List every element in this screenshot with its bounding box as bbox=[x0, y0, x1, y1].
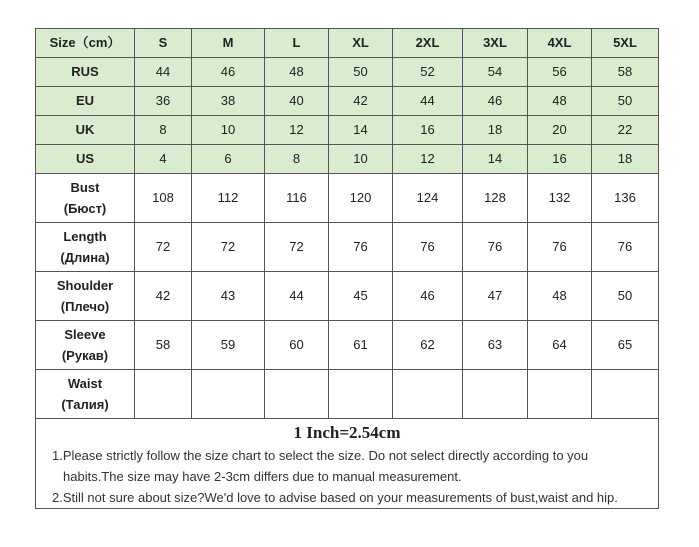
row-label-russian: (Бюст) bbox=[63, 201, 107, 216]
row-label-russian: (Талия) bbox=[61, 397, 109, 412]
table-cell: 10 bbox=[329, 145, 393, 174]
table-cell bbox=[329, 370, 393, 419]
table-cell: 76 bbox=[592, 223, 659, 272]
table-cell: 48 bbox=[265, 58, 329, 87]
table-cell: 128 bbox=[463, 174, 528, 223]
table-cell: 46 bbox=[463, 87, 528, 116]
table-cell: 50 bbox=[592, 272, 659, 321]
row-label bbox=[36, 370, 135, 419]
table-cell: 76 bbox=[329, 223, 393, 272]
table-cell: 12 bbox=[265, 116, 329, 145]
table-row bbox=[36, 145, 659, 174]
table-cell: 63 bbox=[463, 321, 528, 370]
size-header-label: Size（cm） bbox=[36, 29, 135, 58]
table-cell: 124 bbox=[393, 174, 463, 223]
table-cell: 64 bbox=[528, 321, 592, 370]
table-cell: 76 bbox=[393, 223, 463, 272]
table-cell: 44 bbox=[265, 272, 329, 321]
row-label: US bbox=[36, 145, 135, 174]
size-header-cell: XL bbox=[329, 29, 393, 58]
note-1-line-1: 1.Please strictly follow the size chart to select the size. Do not select directly according to you bbox=[52, 448, 589, 463]
row-label bbox=[36, 321, 135, 370]
row-label-russian: (Длина) bbox=[60, 250, 110, 265]
size-header-cell: 5XL bbox=[592, 29, 659, 58]
table-cell: 58 bbox=[135, 321, 192, 370]
row-label-russian: (Рукав) bbox=[61, 348, 109, 363]
row-label-english: Length bbox=[63, 229, 107, 244]
row-label: RUS bbox=[36, 58, 135, 87]
table-cell: 45 bbox=[329, 272, 393, 321]
table-cell: 48 bbox=[528, 272, 592, 321]
table-cell: 46 bbox=[393, 272, 463, 321]
table-cell: 50 bbox=[329, 58, 393, 87]
table-cell: 112 bbox=[192, 174, 265, 223]
table-cell: 18 bbox=[592, 145, 659, 174]
table-cell: 43 bbox=[192, 272, 265, 321]
table-cell: 18 bbox=[463, 116, 528, 145]
table-row bbox=[36, 87, 659, 116]
table-cell: 16 bbox=[393, 116, 463, 145]
table-row bbox=[36, 58, 659, 87]
size-header-cell: S bbox=[135, 29, 192, 58]
table-cell: 72 bbox=[135, 223, 192, 272]
table-cell: 132 bbox=[528, 174, 592, 223]
table-cell: 56 bbox=[528, 58, 592, 87]
table-cell: 76 bbox=[528, 223, 592, 272]
size-header-cell: 3XL bbox=[463, 29, 528, 58]
table-row bbox=[36, 272, 659, 321]
table-cell: 52 bbox=[393, 58, 463, 87]
row-label: UK bbox=[36, 116, 135, 145]
table-cell: 108 bbox=[135, 174, 192, 223]
size-header-cell: M bbox=[192, 29, 265, 58]
row-label bbox=[36, 272, 135, 321]
table-cell: 44 bbox=[393, 87, 463, 116]
note-1-line-2: habits.The size may have 2-3cm differs due to manual measurement. bbox=[63, 469, 462, 484]
table-row bbox=[36, 116, 659, 145]
table-cell: 12 bbox=[393, 145, 463, 174]
table-cell: 120 bbox=[329, 174, 393, 223]
size-header-cell: 2XL bbox=[393, 29, 463, 58]
note-1 bbox=[36, 445, 658, 487]
row-label-english: Sleeve bbox=[64, 327, 106, 342]
table-row bbox=[36, 223, 659, 272]
notes-cell bbox=[36, 419, 659, 509]
table-cell: 61 bbox=[329, 321, 393, 370]
size-chart-table bbox=[35, 28, 659, 509]
row-label: EU bbox=[36, 87, 135, 116]
table-cell: 47 bbox=[463, 272, 528, 321]
table-cell: 20 bbox=[528, 116, 592, 145]
table-cell: 44 bbox=[135, 58, 192, 87]
notes-row bbox=[36, 419, 659, 509]
table-cell: 14 bbox=[329, 116, 393, 145]
table-cell bbox=[393, 370, 463, 419]
table-cell: 6 bbox=[192, 145, 265, 174]
size-header-cell: L bbox=[265, 29, 329, 58]
table-cell bbox=[265, 370, 329, 419]
table-cell: 46 bbox=[192, 58, 265, 87]
table-cell bbox=[135, 370, 192, 419]
table-row bbox=[36, 321, 659, 370]
table-cell: 38 bbox=[192, 87, 265, 116]
note-2: 2.Still not sure about size?We'd love to advise based on your measurements of bust,waist and hip. bbox=[52, 490, 618, 505]
size-header-cell: 4XL bbox=[528, 29, 592, 58]
table-cell bbox=[463, 370, 528, 419]
table-cell: 42 bbox=[135, 272, 192, 321]
table-row bbox=[36, 370, 659, 419]
row-label bbox=[36, 223, 135, 272]
table-cell: 50 bbox=[592, 87, 659, 116]
row-label-russian: (Плечо) bbox=[60, 299, 110, 314]
header-row bbox=[36, 29, 659, 58]
table-cell: 22 bbox=[592, 116, 659, 145]
table-cell: 36 bbox=[135, 87, 192, 116]
table-cell: 60 bbox=[265, 321, 329, 370]
row-label-english: Waist bbox=[67, 376, 103, 391]
inch-conversion: 1 Inch=2.54cm bbox=[293, 423, 401, 442]
table-cell: 54 bbox=[463, 58, 528, 87]
row-label-english: Bust bbox=[70, 180, 100, 195]
table-cell: 42 bbox=[329, 87, 393, 116]
table-cell: 72 bbox=[192, 223, 265, 272]
table-cell: 72 bbox=[265, 223, 329, 272]
table-cell: 58 bbox=[592, 58, 659, 87]
table-cell: 14 bbox=[463, 145, 528, 174]
table-cell: 16 bbox=[528, 145, 592, 174]
table-cell: 48 bbox=[528, 87, 592, 116]
row-label bbox=[36, 174, 135, 223]
table-cell: 116 bbox=[265, 174, 329, 223]
row-label-english: Shoulder bbox=[56, 278, 114, 293]
table-cell bbox=[192, 370, 265, 419]
table-row bbox=[36, 174, 659, 223]
table-cell: 65 bbox=[592, 321, 659, 370]
table-cell: 62 bbox=[393, 321, 463, 370]
table-cell: 136 bbox=[592, 174, 659, 223]
table-cell: 4 bbox=[135, 145, 192, 174]
table-cell: 8 bbox=[135, 116, 192, 145]
table-cell bbox=[592, 370, 659, 419]
table-cell: 10 bbox=[192, 116, 265, 145]
table-cell: 59 bbox=[192, 321, 265, 370]
table-cell bbox=[528, 370, 592, 419]
table-cell: 8 bbox=[265, 145, 329, 174]
table-cell: 76 bbox=[463, 223, 528, 272]
table-cell: 40 bbox=[265, 87, 329, 116]
